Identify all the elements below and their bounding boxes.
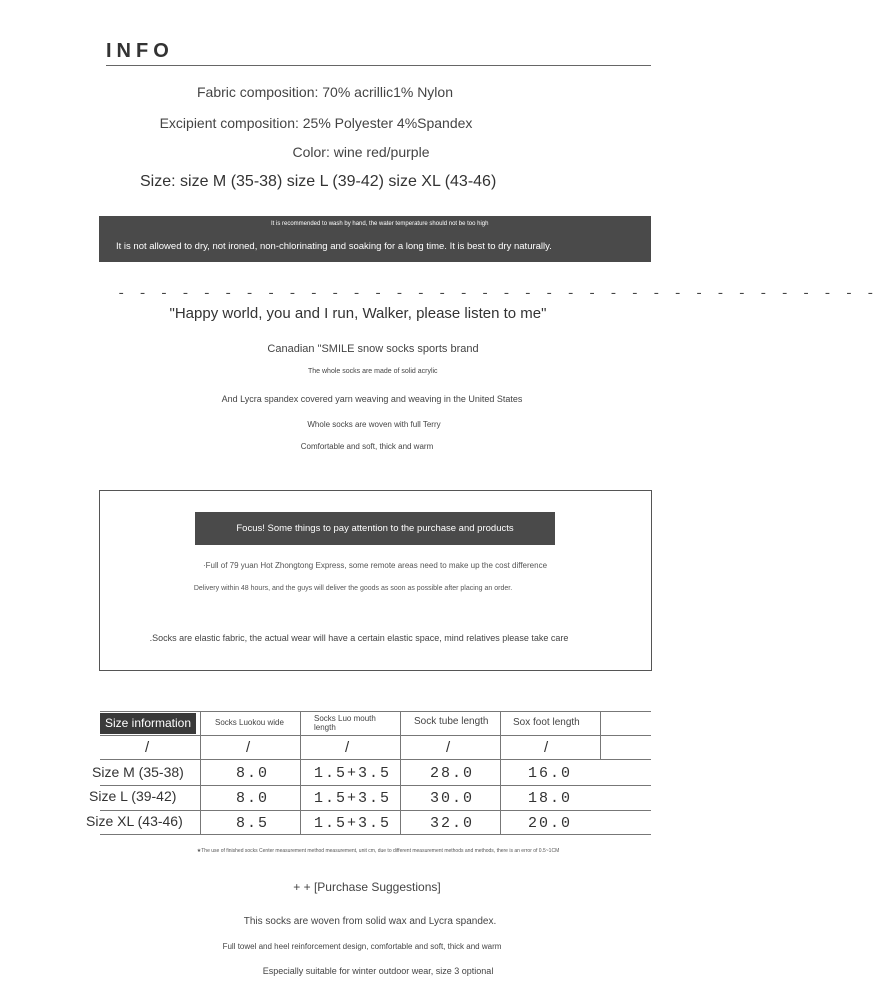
table-row-border <box>100 759 651 760</box>
title-divider <box>106 65 651 66</box>
wash-notice-bar <box>99 216 651 262</box>
excipient-composition: Excipient composition: 25% Polyester 4%Spandex <box>159 115 473 131</box>
table-header-tube-length: Sock tube length <box>414 716 489 727</box>
brand-origin: Canadian "SMILE snow socks sports brand <box>267 343 479 355</box>
purchase-suggestion-2: Full towel and heel reinforcement design, comfortable and soft, thick and warm <box>222 942 502 951</box>
comfort-note: Comfortable and soft, thick and warm <box>300 442 434 451</box>
table-header-border <box>100 735 651 736</box>
fabric-composition: Fabric composition: 70% acrillic1% Nylon <box>197 84 453 100</box>
table-cell: / <box>345 739 350 756</box>
table-top-border <box>100 711 651 712</box>
table-cell: / <box>246 739 251 756</box>
table-cell: 8.5 <box>236 815 270 832</box>
attention-title: Focus! Some things to pay attention to the purchase and products <box>195 512 555 545</box>
table-bottom-border <box>100 834 651 835</box>
material-note: The whole socks are made of solid acrylic <box>308 368 438 375</box>
table-cell: / <box>145 739 150 756</box>
table-row-border <box>100 810 651 811</box>
table-cell: 30.0 <box>430 790 475 807</box>
table-cell: 8.0 <box>236 765 270 782</box>
table-cell: 18.0 <box>528 790 573 807</box>
purchase-suggestion-1: This socks are woven from solid wax and Lycra spandex. <box>243 916 497 927</box>
shipping-note: ·Full of 79 yuan Hot Zhongtong Express, some remote areas need to make up the cost difference <box>202 561 548 570</box>
table-row-label-m: Size M (35-38) <box>92 764 184 780</box>
table-col-divider <box>600 711 601 759</box>
table-cell: 1.5+3.5 <box>314 790 392 807</box>
table-header-luo-mouth-length: Socks Luo mouth length <box>314 714 376 732</box>
page-title: INFO <box>106 40 174 62</box>
dashed-divider: - - - - - - - - - - - - - - - - - - - - - - - - - - - - - - - - - - - - <box>117 286 877 302</box>
table-cell: 1.5+3.5 <box>314 815 392 832</box>
wash-warning: It is not allowed to dry, not ironed, non-chlorinating and soaking for a long time. It is best to dry naturally. <box>116 241 552 252</box>
color-info: Color: wine red/purple <box>292 144 430 160</box>
table-row-label-xl: Size XL (43-46) <box>86 813 183 829</box>
table-col-divider <box>400 711 401 834</box>
table-header-luokou-wide: Socks Luokou wide <box>215 718 284 727</box>
terry-note: Whole socks are woven with full Terry <box>307 420 441 429</box>
brand-slogan: "Happy world, you and I run, Walker, please listen to me" <box>169 305 547 322</box>
wash-recommendation: It is recommended to wash by hand, the water temperature should not be too high <box>271 221 489 227</box>
measurement-footnote: ★The use of finished socks Center measurement method measurement, unit cm, due to different measurement methods and methods, there is an error of 0.5~1CM <box>196 848 560 854</box>
table-col-divider <box>200 711 201 834</box>
table-cell: 20.0 <box>528 815 573 832</box>
lycra-note: And Lycra spandex covered yarn weaving and weaving in the United States <box>221 394 523 404</box>
table-header-size-information: Size information <box>100 713 196 734</box>
delivery-note: Delivery within 48 hours, and the guys will deliver the goods as soon as possible after placing an order. <box>193 585 513 592</box>
table-cell: 28.0 <box>430 765 475 782</box>
table-cell: 16.0 <box>528 765 573 782</box>
table-col-divider <box>300 711 301 834</box>
purchase-suggestions-title: + + [Purchase Suggestions] <box>293 880 441 894</box>
table-row-label-l: Size L (39-42) <box>89 788 177 804</box>
table-cell: / <box>446 739 451 756</box>
table-row-border <box>100 785 651 786</box>
table-cell: 8.0 <box>236 790 270 807</box>
purchase-suggestion-3: Especially suitable for winter outdoor wear, size 3 optional <box>262 966 494 976</box>
size-info: Size: size M (35-38) size L (39-42) size XL (43-46) <box>140 173 497 190</box>
table-header-foot-length: Sox foot length <box>513 717 580 728</box>
table-cell: / <box>544 739 549 756</box>
table-col-divider <box>500 711 501 834</box>
table-cell: 1.5+3.5 <box>314 765 392 782</box>
table-cell: 32.0 <box>430 815 475 832</box>
elastic-note: .Socks are elastic fabric, the actual wear will have a certain elastic space, mind relatives please take care <box>149 633 569 643</box>
